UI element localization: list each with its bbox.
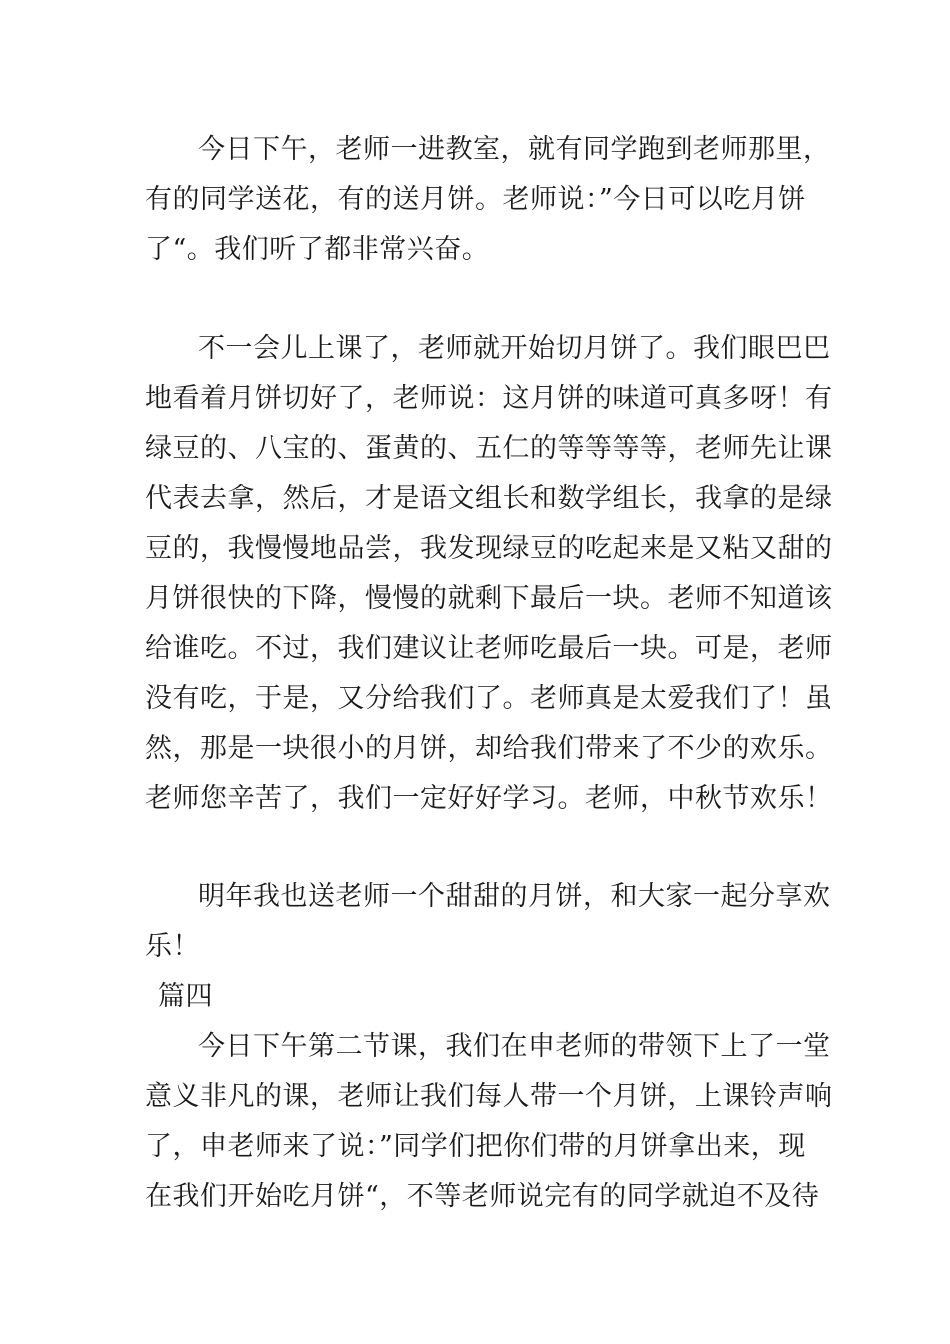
paragraph-4-line-2: 意义非凡的课，老师让我们每人带一个月饼，上课铃声响 [145, 1081, 833, 1112]
paragraph-2-line-9: 然，那是一块很小的月饼，却给我们带来了不少的欢乐。 [145, 733, 833, 764]
paragraph-3-line-2: 乐！ [145, 931, 200, 962]
paragraph-2-line-10: 老师您辛苦了，我们一定好好学习。老师，中秋节欢乐！ [145, 783, 833, 814]
paragraph-2-line-1: 不一会儿上课了，老师就开始切月饼了。我们眼巴巴 [198, 333, 831, 364]
paragraph-2-line-2: 地看着月饼切好了，老师说：这月饼的味道可真多呀！有 [145, 383, 833, 414]
paragraph-3-line-1: 明年我也送老师一个甜甜的月饼，和大家一起分享欢 [198, 881, 831, 912]
paragraph-4-line-3: 了，申老师来了说：”同学们把你们带的月饼拿出来，现 [145, 1131, 806, 1162]
paragraph-1-line-2: 有的同学送花，有的送月饼。老师说：”今日可以吃月饼 [145, 184, 806, 215]
paragraph-2-line-6: 月饼很快的下降，慢慢的就剩下最后一块。老师不知道该 [145, 583, 833, 614]
section-heading: 篇四 [158, 981, 213, 1012]
paragraph-2-line-5: 豆的，我慢慢地品尝，我发现绿豆的吃起来是又粘又甜的 [145, 533, 833, 564]
paragraph-2-line-4: 代表去拿，然后，才是语文组长和数学组长，我拿的是绿 [145, 483, 833, 514]
paragraph-2-line-7: 给谁吃。不过，我们建议让老师吃最后一块。可是，老师 [145, 633, 833, 664]
paragraph-2-line-8: 没有吃，于是，又分给我们了。老师真是太爱我们了！虽 [145, 683, 833, 714]
paragraph-2-line-3: 绿豆的、八宝的、蛋黄的、五仁的等等等等，老师先让课 [145, 433, 833, 464]
paragraph-1-line-1: 今日下午，老师一进教室，就有同学跑到老师那里， [198, 134, 831, 165]
paragraph-4-line-4: 在我们开始吃月饼“，不等老师说完有的同学就迫不及待 [145, 1181, 820, 1212]
paragraph-1-line-3: 了“。我们听了都非常兴奋。 [145, 234, 490, 265]
paragraph-4-line-1: 今日下午第二节课，我们在申老师的带领下上了一堂 [198, 1031, 831, 1062]
